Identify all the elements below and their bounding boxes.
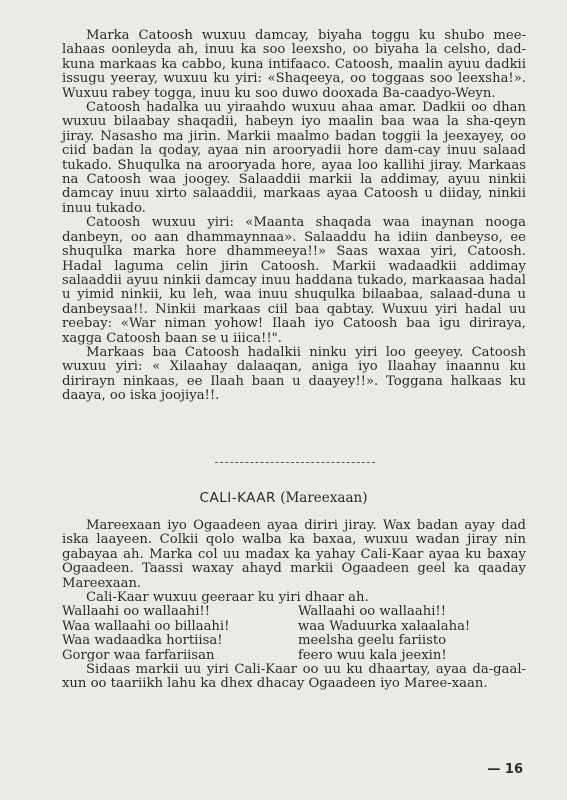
title-main: CALI-KAAR: [199, 490, 276, 506]
title-subtitle: (Mareexaan): [280, 490, 368, 506]
paragraph: Mareexaan iyo Ogaadeen ayaa diriri jiray. Wax badan ayay dad iska laayeen. Colkii qolo walba ka baxaa, wuxuu wadan jiray nin gabayaa ah. Marka col uu madax ka yahay Cali-Kaar ayaa ku baxay Ogaadeen. Taassi waxay ahayd markii Ogaadeen geel ka qaaday Mareexaan.: [62, 518, 526, 591]
paragraph: Catoosh wuxuu yiri: «Maanta shaqada waa inaynan nooga danbeyn, oo aan dhammaynnaa». Salaaddu ha idiin danbeyso, ee shuqulka marka hore dhammeeya!!» Saas waxaa yiri, Catoosh. Hadal laguma celin jirin Catoosh. Markii wadaadkii addimay salaaddii ayuu ninkii damcay inuu haddana tukado, markaasaa hadal u yimid ninkii, ku leh, waa inuu shuqulka bilaabaa, salaad-duna u danbeysaa!!. Ninkii markaas ciil baa qabtay. Wuxuu yiri hadal uu reebay: «War niman yohow! Ilaah iyo Catoosh baa igu diriraya, xagga Catoosh baan se u iiica!!".: [62, 215, 526, 346]
poem-intro: Cali-Kaar wuxuu geeraar ku yiri dhaar ah.: [86, 590, 369, 606]
poem-line: Gorgor waa farfariisan: [62, 647, 215, 663]
story-body: [62, 29, 526, 404]
poem-line: Waa wallaahi oo billaahi!: [62, 618, 230, 634]
poem-line: Waa wadaadka hortiisa!: [62, 633, 223, 649]
poem-line: feero wuu kala jeexin!: [298, 647, 447, 663]
poem: [62, 605, 526, 663]
poem-line: Wallaahi oo wallaahi!!: [62, 604, 211, 620]
paragraph: Marka Catoosh wuxuu damcay, biyaha toggu ku shubo mee-lahaas oonleyda ah, inuu ka soo leexsho, oo biyaha la celsho, dad-kuna markaas ka cabbo, kuna intifaaco. Catoosh, maalin ayuu dadkii issugu yeeray, wuxuu ku yiri: «Shaqeeya, oo toggaas soo leexsha!». Wuxuu rabey togga, inuu ku soo duwo dooxada Ba-caadyo-Weyn.: [62, 28, 526, 101]
paragraph: Markaas baa Catoosh hadalkii ninku yiri loo geeyey. Catoosh wuxuu yiri: « Xilaahay dalaaqan, aniga iyo Ilaahay inaannu ku dirirayn ninkaas, ee Ilaah baan u daayey!!». Toggana halkaas ku daaya, oo iska joojiya!!.: [62, 344, 526, 404]
paragraph: Sidaas markii uu yiri Cali-Kaar oo uu ku dhaartay, ayaa da-gaal-xun oo taariikh lahu ka dhex dhacay Ogaadeen iyo Maree-xaan.: [62, 662, 526, 692]
poem-line: meelsha geelu fariisto: [298, 633, 447, 649]
page-number: — 16: [487, 762, 523, 777]
poem-line: Wallaahi oo wallaahi!!: [298, 604, 447, 620]
story2-body: [62, 519, 526, 692]
paragraph: Catoosh hadalka uu yiraahdo wuxuu ahaa amar. Dadkii oo dhan wuxuu bilaabay shaqadii, habeyn iyo maalin baa waa la sha-qeyn jiray. Nasasho ma jirin. Markii maalmo badan toggii la jeexayey, oo ciid badan la qoday, ayaa nin arooryadii hore dam-cay inuu salaad tukado. Shuqulka na arooryada hore, ayaa loo kallihi jiray. Markaas na Catoosh waa joogey. Salaaddii markii la addimay, ayuu ninkii damcay inuu xirto salaaddii, markaas ayaa Catoosh u diiday, ninkii inuu tukado.: [62, 100, 526, 216]
poem-line: waa Waduurka xalaalaha!: [298, 618, 471, 634]
section-title: [0, 490, 567, 506]
section-separator: [215, 462, 375, 463]
